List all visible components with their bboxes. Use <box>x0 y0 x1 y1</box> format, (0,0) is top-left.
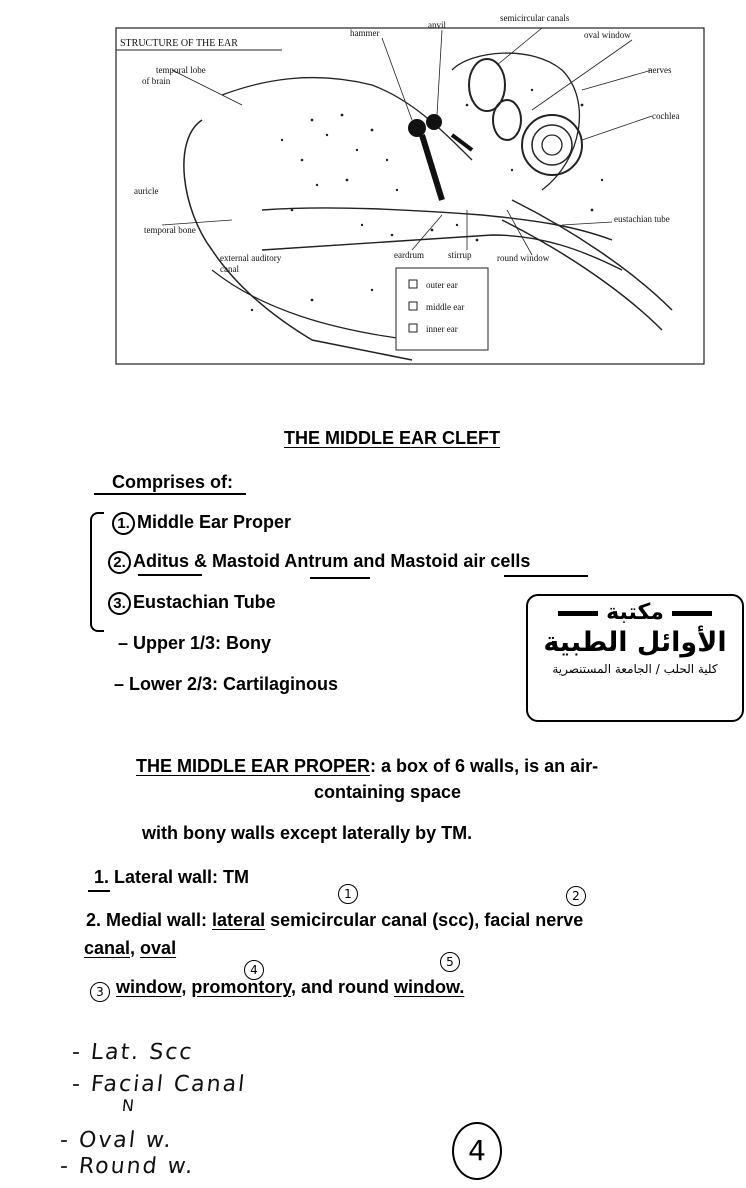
and-round: , and round <box>291 977 395 997</box>
medial-lateral-word: lateral <box>212 910 266 930</box>
label-eardrum: eardrum <box>394 250 424 260</box>
stamp-line-2: الأوائل الطبية <box>543 627 727 658</box>
handwritten-note-1: - Lat. Scc <box>70 1040 195 1065</box>
label-eustachian-tube: eustachian tube <box>614 214 670 224</box>
annotation-circle-2: 2 <box>566 886 586 906</box>
ear-diagram <box>112 10 708 366</box>
label-canal: canal <box>220 264 239 274</box>
legend-inner-ear: inner ear <box>426 324 458 334</box>
label-external-auditory: external auditory <box>220 253 282 263</box>
item-text-3: Eustachian Tube <box>133 592 276 612</box>
annotation-circle-5: 5 <box>440 952 460 972</box>
proper-heading: THE MIDDLE EAR PROPER <box>136 756 371 776</box>
stamp-line-3: كلية الحلب / الجامعة المستنصرية <box>552 662 718 676</box>
legend-outer-ear: outer ear <box>426 280 458 290</box>
legend-middle-ear: middle ear <box>426 302 465 312</box>
list-bracket <box>90 512 104 632</box>
medial-rest: semicircular canal (scc), facial nerve <box>265 910 584 930</box>
proper-line-3: with bony walls except laterally by TM. <box>142 823 473 843</box>
lateral-wall <box>94 867 249 888</box>
label-temporal-lobe: temporal lobe <box>156 65 206 75</box>
handwritten-note-5: - Round w. <box>58 1154 196 1179</box>
label-anvil: anvil <box>428 20 446 30</box>
label-stirrup: stirrup <box>448 250 472 260</box>
label-of-brain: of brain <box>142 76 171 86</box>
oval-word: oval <box>140 938 177 958</box>
label-temporal-bone: temporal bone <box>144 225 196 235</box>
comprises-heading: Comprises of: <box>112 472 234 492</box>
page-number: 4 <box>452 1122 502 1180</box>
medial-prefix: 2. Medial wall: <box>86 910 213 930</box>
doc-title: THE MIDDLE EAR CLEFT <box>284 428 500 448</box>
label-semicircular-canals: semicircular canals <box>500 13 570 23</box>
ear-structure-figure <box>112 10 708 366</box>
sub-item-lower: – Lower 2/3: Cartilaginous <box>114 674 339 694</box>
comprises-underline <box>94 493 246 495</box>
label-round-window: round window <box>497 253 550 263</box>
label-cochlea: cochlea <box>652 111 680 121</box>
proper-line-1 <box>136 756 598 777</box>
proper-rest: : a box of 6 walls, is an air- <box>370 756 599 776</box>
label-oval-window: oval window <box>584 30 631 40</box>
lateral-num-underline <box>88 890 110 892</box>
canal-word: canal <box>84 938 131 958</box>
antrum-underline <box>310 577 370 579</box>
window-end: window. <box>394 977 465 997</box>
promontory-word: promontory <box>191 977 292 997</box>
canal-oval-line: canal, oval <box>84 938 177 958</box>
air-cells-underline <box>504 575 588 577</box>
stamp-line-1: مكتبة <box>606 600 664 625</box>
handwritten-note-4: - Oval w. <box>58 1128 175 1153</box>
annotation-circle-3: 3 <box>90 982 110 1002</box>
list-item-1 <box>112 512 291 535</box>
handwritten-note-3: N <box>121 1096 137 1115</box>
annotation-circle-1: 1 <box>338 884 358 904</box>
item-number-1: 1. <box>112 512 135 535</box>
label-auricle: auricle <box>134 186 159 196</box>
figure-title: STRUCTURE OF THE EAR <box>120 38 238 49</box>
sub-item-upper: – Upper 1/3: Bony <box>118 633 272 653</box>
lateral-text: Lateral wall: TM <box>109 867 250 887</box>
library-stamp <box>526 594 744 722</box>
lateral-num: 1. <box>94 867 110 887</box>
list-item-3 <box>108 592 276 615</box>
item-text-2: Aditus & Mastoid Antrum and Mastoid air cells <box>133 551 531 571</box>
window-word: window <box>116 977 182 997</box>
proper-line-2: containing space <box>314 782 462 802</box>
handwritten-note-2: - Facial Canal <box>70 1072 248 1097</box>
medial-wall-line <box>86 910 583 931</box>
item-number-3: 3. <box>108 592 131 615</box>
item-number-2: 2. <box>108 551 131 574</box>
item-text-1: Middle Ear Proper <box>137 512 292 532</box>
label-hammer: hammer <box>350 28 380 38</box>
aditus-underline <box>138 574 202 576</box>
list-item-2 <box>108 551 530 574</box>
label-nerves: nerves <box>648 65 672 75</box>
annotation-circle-4: 4 <box>244 960 264 980</box>
window-line: window, promontory, and round window. <box>116 977 465 997</box>
